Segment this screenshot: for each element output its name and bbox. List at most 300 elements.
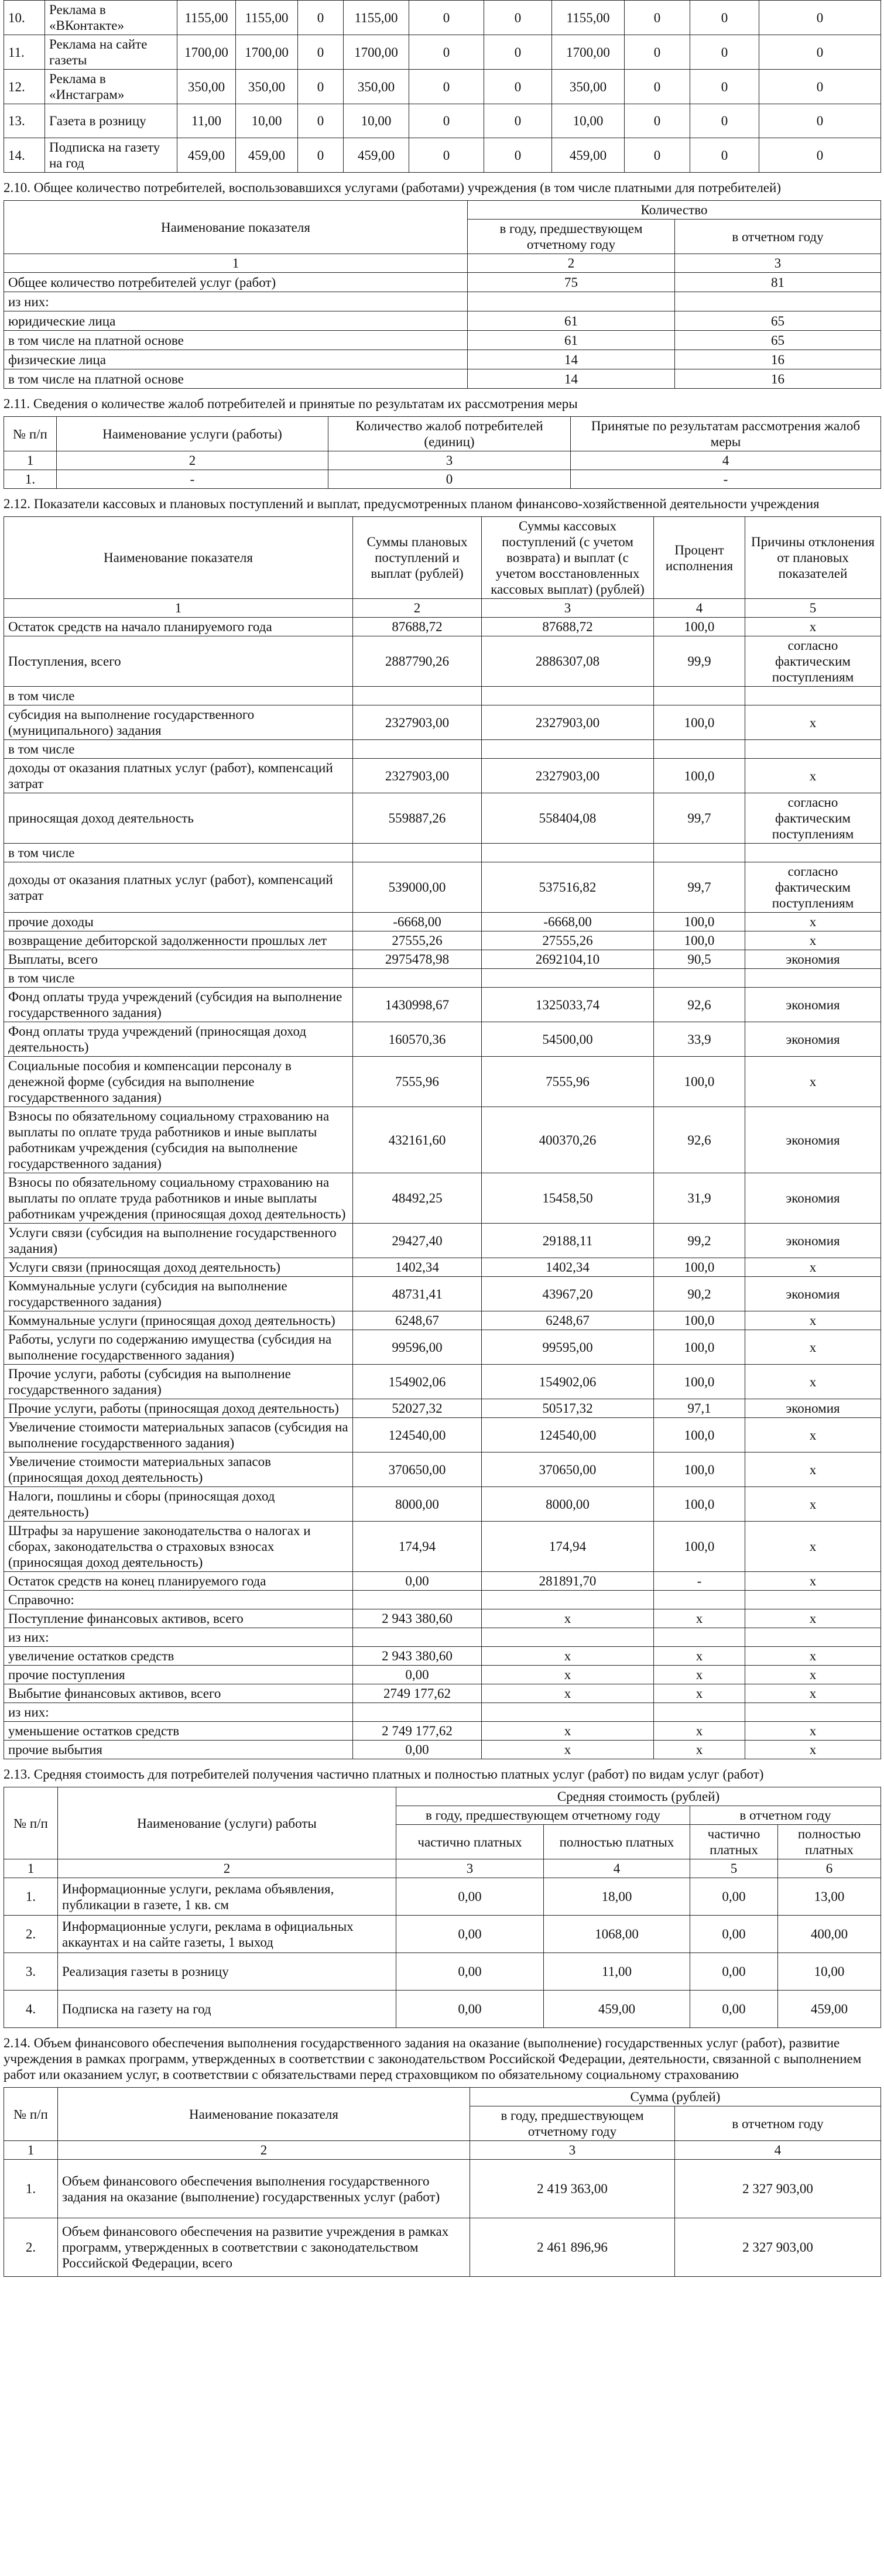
value-cell: х: [745, 1365, 881, 1399]
value-cell: 0: [759, 1, 881, 35]
indicator-name: прочие доходы: [4, 913, 353, 931]
value-cell: 52027,32: [353, 1399, 482, 1418]
value-cell: экономия: [745, 1022, 881, 1057]
average-cost-table-body: [4, 1859, 881, 2028]
row-number: 10.: [4, 1, 45, 35]
value-cell: [482, 687, 654, 705]
value-cell: 2 749 177,62: [353, 1722, 482, 1741]
table-row: [4, 862, 881, 913]
indicator-name: Взносы по обязательному социальному страхованию на выплаты по оплате труда работников и иные выплаты работникам учреждения (субсидия на выполнение государственного задания): [4, 1107, 353, 1173]
value-cell: [654, 1703, 745, 1722]
col-header-prev-year: в году, предшествующем отчетному году: [470, 2106, 675, 2141]
value-cell: х: [745, 1057, 881, 1107]
column-number: 1: [4, 254, 468, 273]
value-cell: 8000,00: [482, 1487, 654, 1522]
table-row: [4, 1399, 881, 1418]
table-row: [4, 1878, 881, 1916]
value-cell: 0: [690, 104, 759, 138]
value-cell: [353, 1628, 482, 1647]
value-cell: 0: [484, 1, 552, 35]
column-number: 3: [675, 254, 881, 273]
value-cell: [353, 969, 482, 988]
column-number: 3: [328, 451, 571, 470]
column-number: 1: [4, 599, 353, 618]
table-row: [4, 687, 881, 705]
value-cell: 2692104,10: [482, 950, 654, 969]
value-cell: х: [482, 1666, 654, 1684]
column-numbers-row: [4, 451, 881, 470]
value-cell: 87688,72: [353, 618, 482, 636]
value-cell: 100,0: [654, 1365, 745, 1399]
indicator-name: Штрафы за нарушение законодательства о налогах и сборах, законодательства о страховых взносах (приносящая доход деятельность): [4, 1522, 353, 1572]
indicator-name: из них:: [4, 1628, 353, 1647]
table-row: [4, 1609, 881, 1628]
consumers-table-body: [4, 254, 881, 389]
table-row: [4, 1741, 881, 1759]
value-cell: [353, 844, 482, 862]
indicator-name: Остаток средств на конец планируемого года: [4, 1572, 353, 1591]
value-cell: 0: [625, 70, 690, 104]
value-cell: х: [745, 1609, 881, 1628]
value-cell: 1155,00: [552, 1, 625, 35]
indicator-name: Коммунальные услуги (субсидия на выполнение государственного задания): [4, 1277, 353, 1311]
indicator-name: Прочие услуги, работы (приносящая доход деятельность): [4, 1399, 353, 1418]
complaints-table: [4, 416, 881, 489]
col-header-curr-year: в отчетном году: [690, 1806, 881, 1825]
value-cell: 1402,34: [482, 1258, 654, 1277]
column-number: 1: [4, 451, 57, 470]
value-cell: [482, 1591, 654, 1609]
section-2-14-title: 2.14. Объем финансового обеспечения выполнения государственного задания на оказание (выполнение) государственных услуг (работ), развитие учреждения в рамках программ, утвержденных в соответствии с законодательством Российской Федерации, деятельности, связанной с выполнением работ или оказанием услуг, в соответствии с обязательствами перед страховщиком по обязательному социальному страхованию: [4, 2036, 862, 2082]
value-cell: 0: [409, 104, 484, 138]
value-cell: 90,2: [654, 1277, 745, 1311]
financial-provision-table: [4, 2087, 881, 2277]
value-cell: 33,9: [654, 1022, 745, 1057]
financial-table-body: [4, 2141, 881, 2277]
value-cell: 1155,00: [177, 1, 236, 35]
table-row: [4, 1311, 881, 1330]
value-cell: 100,0: [654, 1311, 745, 1330]
indicator-name: в том числе: [4, 740, 353, 759]
value-cell: х: [745, 1666, 881, 1684]
column-number: 1: [4, 2141, 58, 2160]
col-header-prev-year: в году, предшествующем отчетному году: [468, 220, 675, 254]
value-cell: 27555,26: [353, 931, 482, 950]
cash-flow-table: [4, 516, 881, 1759]
value-cell: 0,00: [690, 1916, 778, 1953]
value-cell: 0: [484, 138, 552, 173]
value-cell: 1325033,74: [482, 988, 654, 1022]
table-row: [4, 1224, 881, 1258]
service-name: Информационные услуги, реклама в официальных аккаунтах и на сайте газеты, 1 выход: [58, 1916, 396, 1953]
col-header-prev-year: в году, предшествующем отчетному году: [396, 1806, 690, 1825]
table-row: [4, 1365, 881, 1399]
table-row: [4, 70, 881, 104]
value-cell: 100,0: [654, 1487, 745, 1522]
table-row: [4, 636, 881, 687]
col-header-partial-curr: частично платных: [690, 1825, 778, 1859]
row-number: 14.: [4, 138, 45, 173]
value-cell: 0,00: [396, 1878, 544, 1916]
table-row: [4, 618, 881, 636]
value-cell: [654, 1628, 745, 1647]
table-row: [4, 311, 881, 331]
indicator-name: Выплаты, всего: [4, 950, 353, 969]
value-cell: 0: [690, 70, 759, 104]
indicator-name: физические лица: [4, 350, 468, 369]
value-cell: 14: [468, 369, 675, 389]
value-cell: 10,00: [344, 104, 409, 138]
value-cell: [745, 1591, 881, 1609]
row-number: 13.: [4, 104, 45, 138]
value-cell: 61: [468, 311, 675, 331]
value-cell: 43967,20: [482, 1277, 654, 1311]
value-cell: 350,00: [177, 70, 236, 104]
column-number: 2: [468, 254, 675, 273]
value-cell: 61: [468, 331, 675, 350]
value-cell: 27555,26: [482, 931, 654, 950]
service-name: Газета в розницу: [45, 104, 177, 138]
value-cell: х: [745, 1572, 881, 1591]
value-cell: 1700,00: [177, 35, 236, 70]
column-number: 5: [745, 599, 881, 618]
table-row: [4, 844, 881, 862]
table-row: [4, 1991, 881, 2028]
value-cell: 1155,00: [344, 1, 409, 35]
table-row: [4, 350, 881, 369]
value-cell: 100,0: [654, 1330, 745, 1365]
table-row: [4, 1453, 881, 1487]
table-row: [4, 988, 881, 1022]
indicator-name: Услуги связи (субсидия на выполнение государственного задания): [4, 1224, 353, 1258]
indicator-name: Работы, услуги по содержанию имущества (субсидия на выполнение государственного задания): [4, 1330, 353, 1365]
value-cell: 10,00: [778, 1953, 881, 1991]
value-cell: 29427,40: [353, 1224, 482, 1258]
value-cell: 6248,67: [482, 1311, 654, 1330]
value-cell: 1068,00: [544, 1916, 690, 1953]
value-cell: 2327903,00: [353, 705, 482, 740]
value-cell: х: [745, 1722, 881, 1741]
table-row: [4, 1258, 881, 1277]
value-cell: [745, 969, 881, 988]
value-cell: 350,00: [552, 70, 625, 104]
indicator-name: в том числе: [4, 844, 353, 862]
value-cell: 0,00: [396, 1916, 544, 1953]
value-cell: -: [57, 470, 328, 489]
value-cell: 14: [468, 350, 675, 369]
value-cell: [675, 292, 881, 311]
table-row: [4, 1953, 881, 1991]
value-cell: 0: [625, 104, 690, 138]
column-number: 2: [58, 1859, 396, 1878]
value-cell: 99,2: [654, 1224, 745, 1258]
row-number: 4.: [4, 1991, 58, 2028]
column-header: Процент исполнения: [654, 517, 745, 599]
indicator-name: Справочно:: [4, 1591, 353, 1609]
row-number: 1.: [4, 1878, 58, 1916]
value-cell: 50517,32: [482, 1399, 654, 1418]
value-cell: -6668,00: [353, 913, 482, 931]
value-cell: 81: [675, 273, 881, 292]
value-cell: 1700,00: [552, 35, 625, 70]
value-cell: 8000,00: [353, 1487, 482, 1522]
value-cell: 16: [675, 369, 881, 389]
table-row: [4, 470, 881, 489]
column-header: Наименование услуги (работы): [57, 417, 328, 451]
column-number: 6: [778, 1859, 881, 1878]
value-cell: 0: [484, 104, 552, 138]
value-cell: 154902,06: [482, 1365, 654, 1399]
indicator-name: Увеличение стоимости материальных запасов (субсидия на выполнение государственного задания): [4, 1418, 353, 1453]
value-cell: х: [745, 705, 881, 740]
value-cell: х: [745, 1418, 881, 1453]
value-cell: х: [745, 1741, 881, 1759]
value-cell: х: [745, 1453, 881, 1487]
value-cell: 124540,00: [353, 1418, 482, 1453]
document-page: [4, 0, 880, 2277]
indicator-name: прочие поступления: [4, 1666, 353, 1684]
value-cell: [654, 969, 745, 988]
value-cell: 87688,72: [482, 618, 654, 636]
value-cell: [468, 292, 675, 311]
service-name: Реклама на сайте газеты: [45, 35, 177, 70]
table-row: [4, 1107, 881, 1173]
col-header-name: Наименование показателя: [58, 2088, 470, 2141]
indicator-name: субсидия на выполнение государственного (муниципального) задания: [4, 705, 353, 740]
header-row: [4, 517, 881, 599]
value-cell: 65: [675, 331, 881, 350]
value-cell: 0: [409, 70, 484, 104]
table-row: [4, 1277, 881, 1311]
value-cell: 2 327 903,00: [675, 2160, 881, 2218]
value-cell: 7555,96: [482, 1057, 654, 1107]
indicator-name: Налоги, пошлины и сборы (приносящая доход деятельность): [4, 1487, 353, 1522]
section-2-10-title: 2.10. Общее количество потребителей, воспользовавшихся услугами (работами) учреждения (в том числе платными для потребителей): [4, 180, 781, 195]
value-cell: 15458,50: [482, 1173, 654, 1224]
column-number: 4: [675, 2141, 881, 2160]
indicator-name: Фонд оплаты труда учреждений (приносящая доход деятельность): [4, 1022, 353, 1057]
value-cell: х: [745, 931, 881, 950]
value-cell: [353, 687, 482, 705]
cash-flow-table-body: [4, 517, 881, 1759]
section-2-13-title: 2.13. Средняя стоимость для потребителей получения частично платных и полностью платных услуг (работ) по видам услуг (работ): [4, 1767, 764, 1782]
table-row: [4, 1572, 881, 1591]
value-cell: 18,00: [544, 1878, 690, 1916]
column-numbers-row: [4, 1859, 881, 1878]
value-cell: 100,0: [654, 1258, 745, 1277]
value-cell: 459,00: [236, 138, 298, 173]
row-number: 3.: [4, 1953, 58, 1991]
value-cell: 100,0: [654, 1453, 745, 1487]
table-row: [4, 1418, 881, 1453]
value-cell: 0: [298, 35, 344, 70]
table-row: [4, 969, 881, 988]
col-header-service: Наименование (услуги) работы: [58, 1787, 396, 1859]
column-number: 1: [4, 1859, 58, 1878]
value-cell: 99596,00: [353, 1330, 482, 1365]
column-numbers-row: [4, 254, 881, 273]
value-cell: 99,9: [654, 636, 745, 687]
value-cell: [482, 1628, 654, 1647]
value-cell: 2975478,98: [353, 950, 482, 969]
value-cell: 100,0: [654, 618, 745, 636]
column-header: Количество жалоб потребителей (единиц): [328, 417, 571, 451]
column-header: Суммы плановых поступлений и выплат (рублей): [353, 517, 482, 599]
value-cell: 459,00: [552, 138, 625, 173]
table-row: [4, 2160, 881, 2218]
column-numbers-row: [4, 599, 881, 618]
value-cell: 559887,26: [353, 793, 482, 844]
value-cell: 1700,00: [236, 35, 298, 70]
value-cell: [745, 1628, 881, 1647]
value-cell: 48492,25: [353, 1173, 482, 1224]
table-row: [4, 1, 881, 35]
table-row: [4, 1173, 881, 1224]
value-cell: 92,6: [654, 1107, 745, 1173]
table-row: [4, 950, 881, 969]
indicator-name: из них:: [4, 292, 468, 311]
value-cell: 0: [298, 104, 344, 138]
value-cell: 0: [625, 1, 690, 35]
value-cell: 0: [298, 138, 344, 173]
value-cell: х: [654, 1666, 745, 1684]
table-row: [4, 2218, 881, 2277]
value-cell: экономия: [745, 1224, 881, 1258]
value-cell: экономия: [745, 1173, 881, 1224]
value-cell: 0: [759, 70, 881, 104]
value-cell: 2 327 903,00: [675, 2218, 881, 2277]
column-numbers-row: [4, 2141, 881, 2160]
column-number: 4: [654, 599, 745, 618]
column-header: № п/п: [4, 417, 57, 451]
value-cell: 0,00: [396, 1991, 544, 2028]
column-number: 3: [470, 2141, 675, 2160]
value-cell: 0: [484, 70, 552, 104]
indicator-name: Услуги связи (приносящая доход деятельность): [4, 1258, 353, 1277]
value-cell: 174,94: [353, 1522, 482, 1572]
table-row: [4, 331, 881, 350]
value-cell: экономия: [745, 1277, 881, 1311]
value-cell: 154902,06: [353, 1365, 482, 1399]
table-row: [4, 35, 881, 70]
table-row: [4, 1057, 881, 1107]
value-cell: 459,00: [344, 138, 409, 173]
table-row: [4, 1703, 881, 1722]
value-cell: [353, 1703, 482, 1722]
value-cell: [745, 740, 881, 759]
table-row: [4, 1684, 881, 1703]
value-cell: х: [654, 1684, 745, 1703]
value-cell: 0: [625, 138, 690, 173]
col-header-sum: Сумма (рублей): [470, 2088, 881, 2106]
value-cell: 0,00: [690, 1991, 778, 2028]
value-cell: 100,0: [654, 1522, 745, 1572]
table-row: [4, 793, 881, 844]
value-cell: согласно фактическим поступлениям: [745, 636, 881, 687]
value-cell: х: [745, 1330, 881, 1365]
value-cell: 2 943 380,60: [353, 1647, 482, 1666]
value-cell: х: [654, 1647, 745, 1666]
value-cell: 31,9: [654, 1173, 745, 1224]
value-cell: х: [745, 1684, 881, 1703]
value-cell: 99,7: [654, 793, 745, 844]
value-cell: 2749 177,62: [353, 1684, 482, 1703]
indicator-name: увеличение остатков средств: [4, 1647, 353, 1666]
value-cell: 65: [675, 311, 881, 331]
table-row: [4, 292, 881, 311]
table-row: [4, 138, 881, 173]
value-cell: 2327903,00: [353, 759, 482, 793]
indicator-name: доходы от оказания платных услуг (работ), компенсаций затрат: [4, 862, 353, 913]
indicator-name: Поступления, всего: [4, 636, 353, 687]
value-cell: 6248,67: [353, 1311, 482, 1330]
column-number: 2: [58, 2141, 470, 2160]
column-number: 5: [690, 1859, 778, 1878]
table-row: [4, 369, 881, 389]
indicator-name: Объем финансового обеспечения выполнения государственного задания на оказание (выполнение) государственных услуг (работ): [58, 2160, 470, 2218]
value-cell: х: [745, 1522, 881, 1572]
value-cell: 370650,00: [482, 1453, 654, 1487]
value-cell: 0: [690, 35, 759, 70]
value-cell: [745, 844, 881, 862]
value-cell: [482, 969, 654, 988]
value-cell: [353, 1591, 482, 1609]
value-cell: 100,0: [654, 1057, 745, 1107]
table-row: [4, 1522, 881, 1572]
value-cell: -6668,00: [482, 913, 654, 931]
complaints-table-body: [4, 417, 881, 489]
value-cell: 400370,26: [482, 1107, 654, 1173]
value-cell: 0: [298, 1, 344, 35]
value-cell: 124540,00: [482, 1418, 654, 1453]
consumers-count-table: [4, 200, 881, 389]
value-cell: 11,00: [544, 1953, 690, 1991]
value-cell: 100,0: [654, 705, 745, 740]
indicator-name: возвращение дебиторской задолженности прошлых лет: [4, 931, 353, 950]
value-cell: 2886307,08: [482, 636, 654, 687]
value-cell: [745, 687, 881, 705]
col-header-name: Наименование показателя: [4, 201, 468, 254]
column-number: 4: [571, 451, 881, 470]
value-cell: [482, 1703, 654, 1722]
value-cell: 2 943 380,60: [353, 1609, 482, 1628]
value-cell: 0,00: [396, 1953, 544, 1991]
indicator-name: Коммунальные услуги (приносящая доход деятельность): [4, 1311, 353, 1330]
indicator-name: Общее количество потребителей услуг (работ): [4, 273, 468, 292]
column-header: Причины отклонения от плановых показателей: [745, 517, 881, 599]
value-cell: 350,00: [344, 70, 409, 104]
average-cost-table: [4, 1787, 881, 2028]
row-number: 2.: [4, 1916, 58, 1953]
value-cell: 2 461 896,96: [470, 2218, 675, 2277]
table-row: [4, 913, 881, 931]
value-cell: -: [571, 470, 881, 489]
value-cell: х: [745, 1647, 881, 1666]
header-row: [4, 417, 881, 451]
service-name: Подписка на газету на год: [58, 1991, 396, 2028]
value-cell: 75: [468, 273, 675, 292]
col-header-full-curr: полностью платных: [778, 1825, 881, 1859]
row-number: 12.: [4, 70, 45, 104]
col-header-curr-year: в отчетном году: [675, 2106, 881, 2141]
col-header-num: № п/п: [4, 1787, 58, 1859]
col-header-qty: Количество: [468, 201, 881, 220]
service-name: Реклама в «Инстаграм»: [45, 70, 177, 104]
value-cell: 0: [328, 470, 571, 489]
value-cell: 0: [759, 35, 881, 70]
value-cell: 0: [759, 104, 881, 138]
table-row: [4, 1330, 881, 1365]
